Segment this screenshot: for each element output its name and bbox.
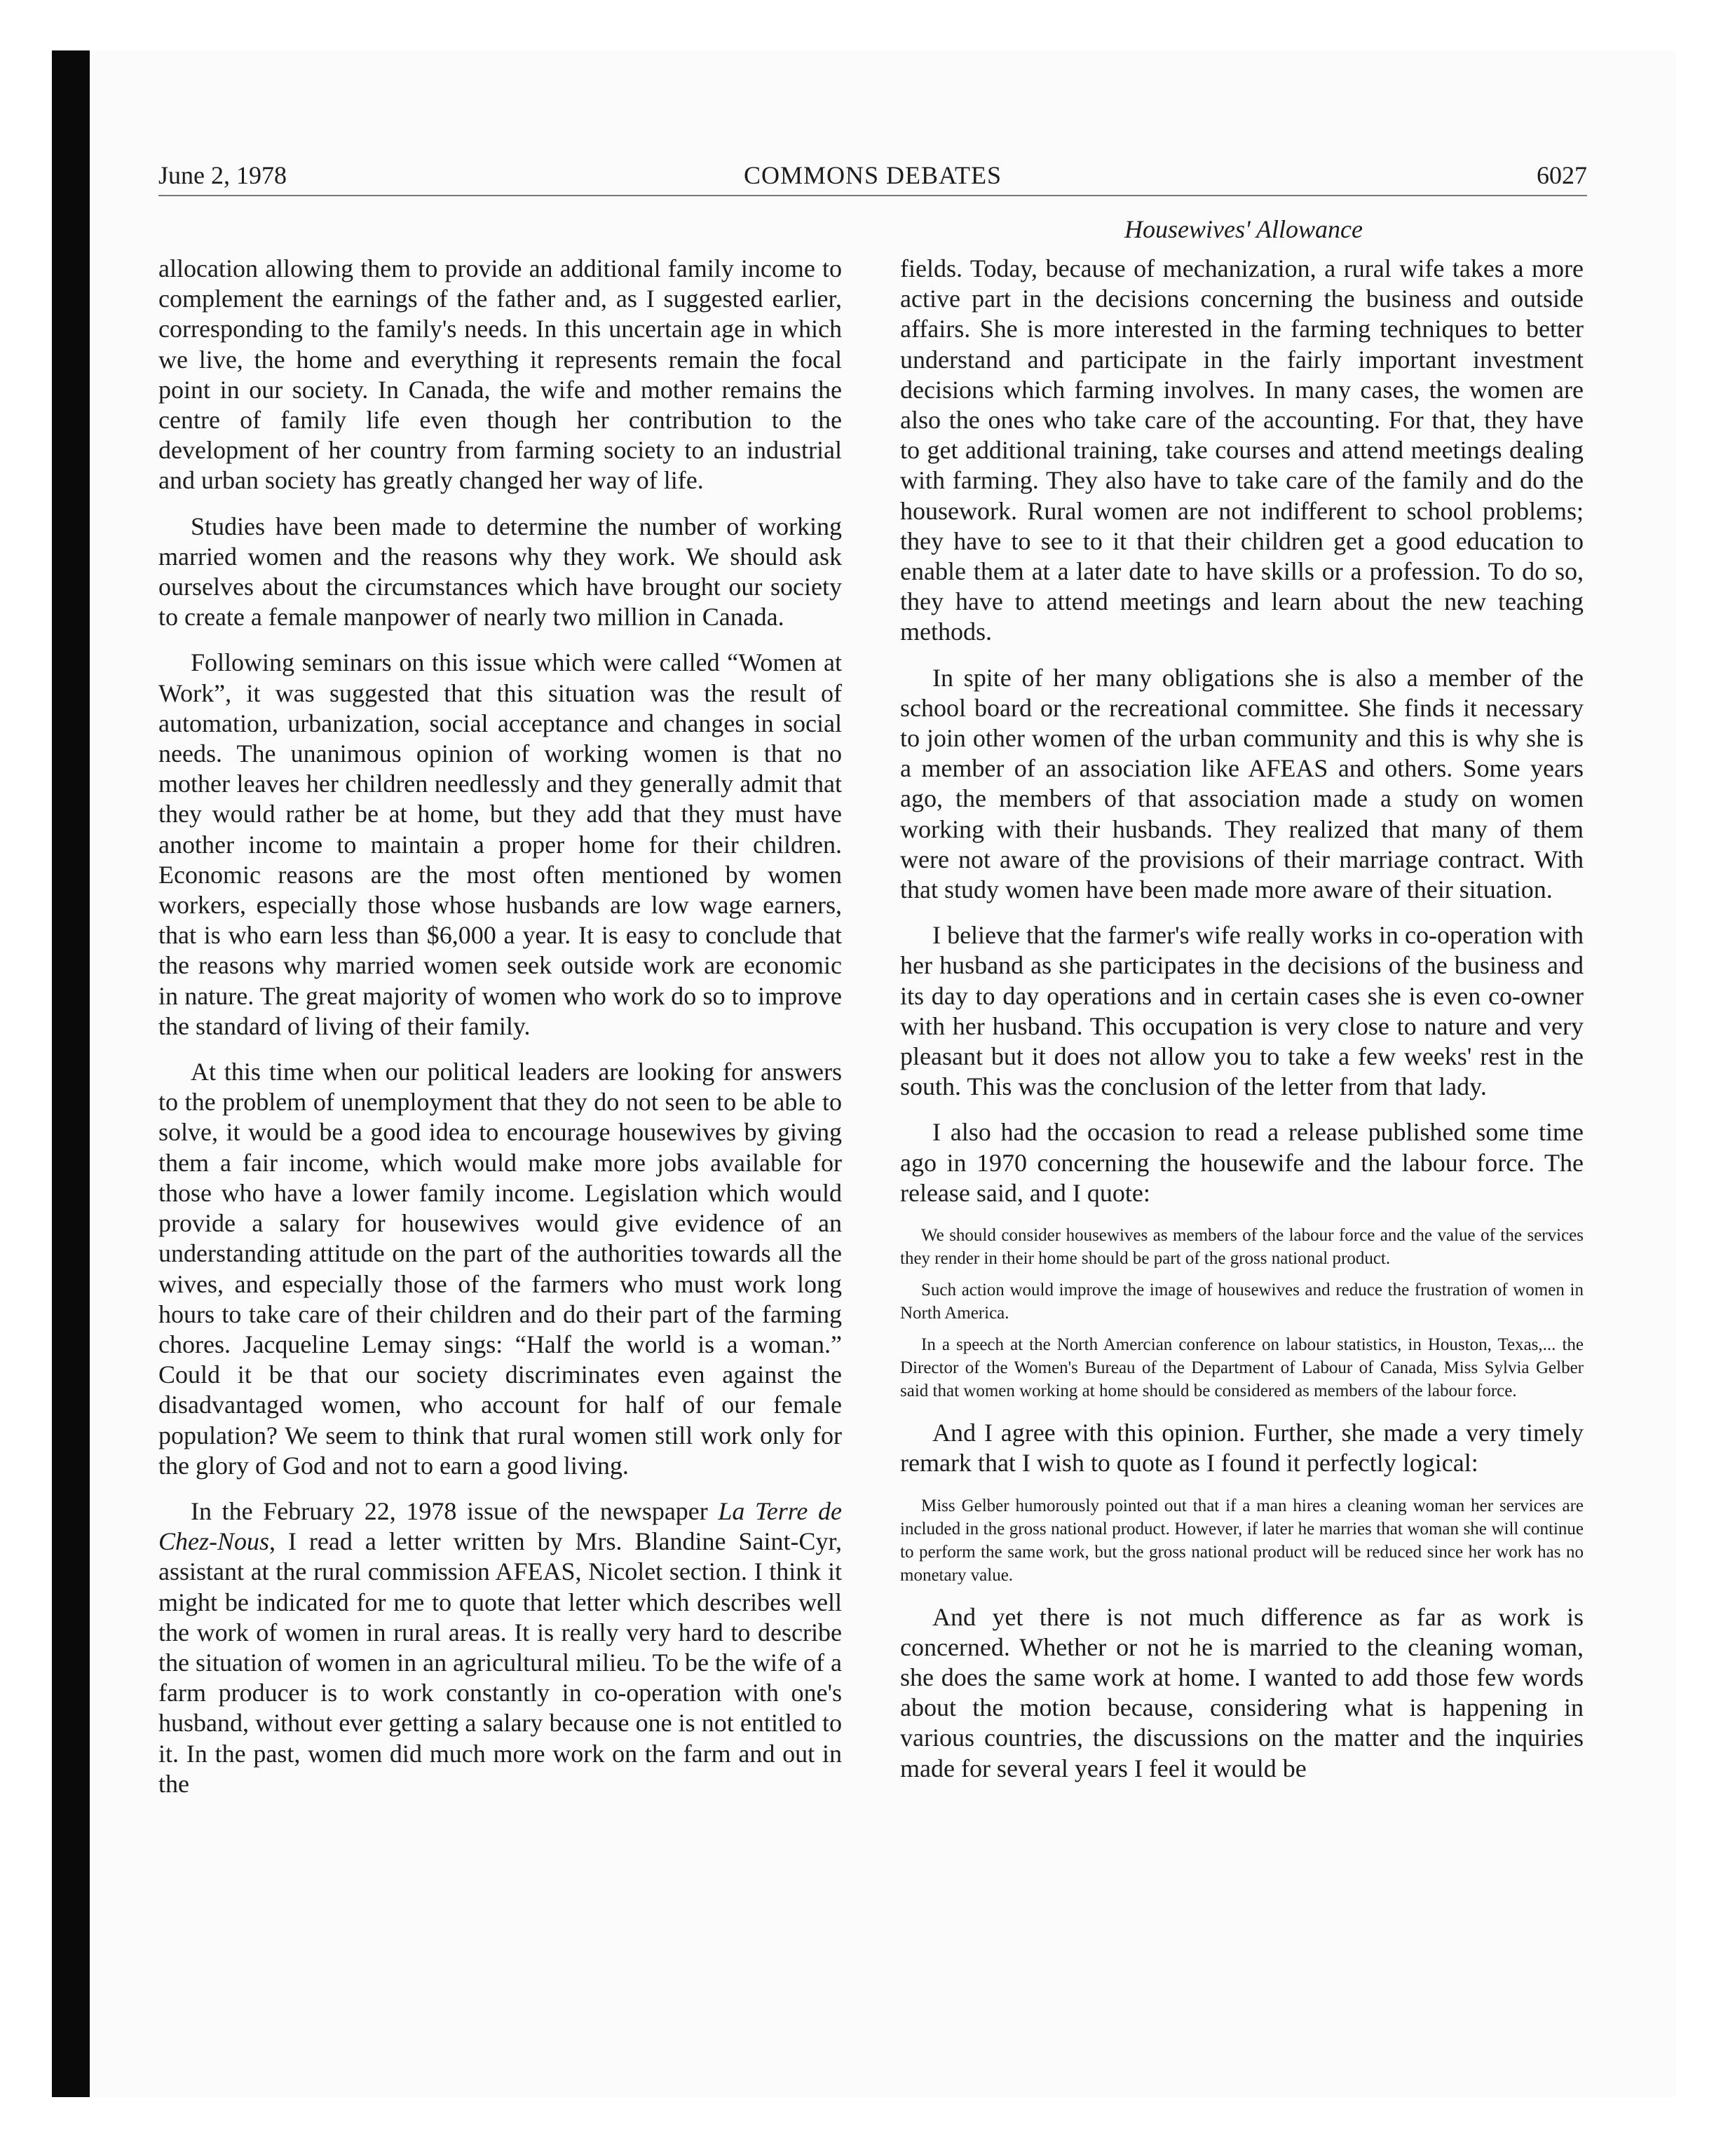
block-quote: We should consider housewives as members of the labour force and the value of the services they render in their home should be part of the gross national product. — [900, 1226, 1584, 1269]
block-quote: In a speech at the North Amercian conference on labour statistics, in Houston, Texas,... the Director of the Women's Bureau of the Department of Labour of Canada, Miss Sylvia Gelber said that women working at home should be considered as members of the labour force. — [900, 1335, 1584, 1401]
paragraph: fields. Today, because of mechanization, a rural wife takes a more active part in the decisions concerning the business and outside affairs. She is more interested in the farming techniques to better understand and participate in the fairly important investment decisions which farming involves. In many cases, the women are also the ones who take care of the accounting. For that, they have to get additional training, take courses and attend meetings dealing with farming. They also have to take care of the family and do the housework. Rural women are not indifferent to school problems; they have to see to it that their children get a good education to enable them at a later date to have skills or a profession. To do so, they have to attend meetings and learn about the new teaching methods. — [900, 254, 1584, 646]
paragraph: At this time when our political leaders are looking for answers to the problem of unemployment that they do not seen to be able to solve, it would be a good idea to encourage housewives by giving them a fair income, which would make more jobs available for those who have a lower family income. Legislation which would provide a salary for housewives would give evidence of an understanding attitude on the part of the authorities towards all the wives, and especially those of the farmers who must work long hours to take care of their children and do their part of the farming chores. Jacqueline Lemay sings: “Half the world is a woman.” Could it be that our society discriminates even against the disadvantaged women, who account for half of our female population? We seem to think that rural women still work only for the glory of God and not to earn a good living. — [158, 1058, 842, 1480]
block-quote: Such action would improve the image of housewives and reduce the frustration of women in North America. — [900, 1281, 1584, 1323]
paragraph: allocation allowing them to provide an additional family income to complement the earnings of the father and, as I suggested earlier, corresponding to the family's needs. In this uncertain age in which we live, the home and everything it represents remain the focal point in our society. In Canada, the wife and mother remains the centre of family life even though her contribution to the development of her country from farming society to an industrial and urban society has greatly changed her way of life. — [158, 254, 842, 495]
scan-binding-edge — [52, 50, 90, 2097]
right-column — [900, 254, 1584, 1799]
paragraph — [158, 1496, 842, 1799]
paragraph: And I agree with this opinion. Further, she made a very timely remark that I wish to quote as I found it perfectly logical: — [900, 1419, 1584, 1478]
paragraph: Following seminars on this issue which were called “Women at Work”, it was suggested that this situation was the result of automation, urbanization, social acceptance and changes in social needs. The unanimous opinion of working women is that no mother leaves her children needlessly and they generally admit that they would rather be at home, but they add that they must have another income to maintain a proper home for their children. Economic reasons are the most often mentioned by women workers, especially those whose husbands are low wage earners, that is who earn less than $6,000 a year. It is easy to conclude that the reasons why married women seek outside work are economic in nature. The great majority of women who work do so to improve the standard of living of their family. — [158, 648, 842, 1040]
block-quote: Miss Gelber humorously pointed out that if a man hires a cleaning woman her services are included in the gross national product. However, if later he marries that woman she will continue to perform the same work, but the gross national product will be reduced since her work has no monetary value. — [900, 1496, 1584, 1585]
paragraph-text: , I read a letter written by Mrs. Blandine Saint-Cyr, assistant at the rural commission AFEAS, Nicolet section. I think it might be indicated for me to quote that letter which describes well the work of women in rural areas. It is really very hard to describe the situation of women in an agricultural milieu. To be the wife of a farm producer is to work constantly in co-operation with one's husband, without ever getting a salary because one is not entitled to it. In the past, women did much more work on the farm and out in the — [158, 1527, 842, 1798]
section-heading: Housewives' Allowance — [1124, 215, 1363, 243]
paragraph: Studies have been made to determine the number of working married women and the reasons why they work. We should ask ourselves about the circumstances which have brought our society to create a female manpower of nearly two million in Canada. — [158, 512, 842, 632]
paragraph: And yet there is not much difference as far as work is concerned. Whether or not he is married to the cleaning woman, she does the same work at home. I wanted to add those few words about the motion because, considering what is happening in various countries, the discussions on the matter and the inquiries made for several years I feel it would be — [900, 1602, 1584, 1782]
header-page-number: 6027 — [1537, 161, 1587, 189]
paragraph: I believe that the farmer's wife really works in co-operation with her husband as she participates in the decisions of the business and its day to day operations and in certain cases she is even co-owner with her husband. This occupation is very close to nature and very pleasant but it does not allow you to take a few weeks' rest in the south. This was the conclusion of the letter from that lady. — [900, 921, 1584, 1101]
paragraph-text: In the February 22, 1978 issue of the newspaper — [191, 1496, 719, 1525]
paragraph: I also had the occasion to read a release published some time ago in 1970 concerning the housewife and the labour force. The release said, and I quote: — [900, 1118, 1584, 1207]
paragraph: In spite of her many obligations she is also a member of the school board or the recreational committee. She finds it necessary to join other women of the urban community and this is why she is a member of an association like AFEAS and others. Some years ago, the members of that association made a study on women working with their husbands. They realized that many of them were not aware of the provisions of their marriage contract. With that study women have been made more aware of their situation. — [900, 663, 1584, 904]
left-column — [158, 254, 842, 1815]
header-publication: COMMONS DEBATES — [743, 161, 1002, 189]
running-header — [158, 160, 1587, 196]
newspaper-title: La Terre de Chez-Nous — [158, 1496, 843, 1556]
header-date: June 2, 1978 — [158, 161, 287, 189]
